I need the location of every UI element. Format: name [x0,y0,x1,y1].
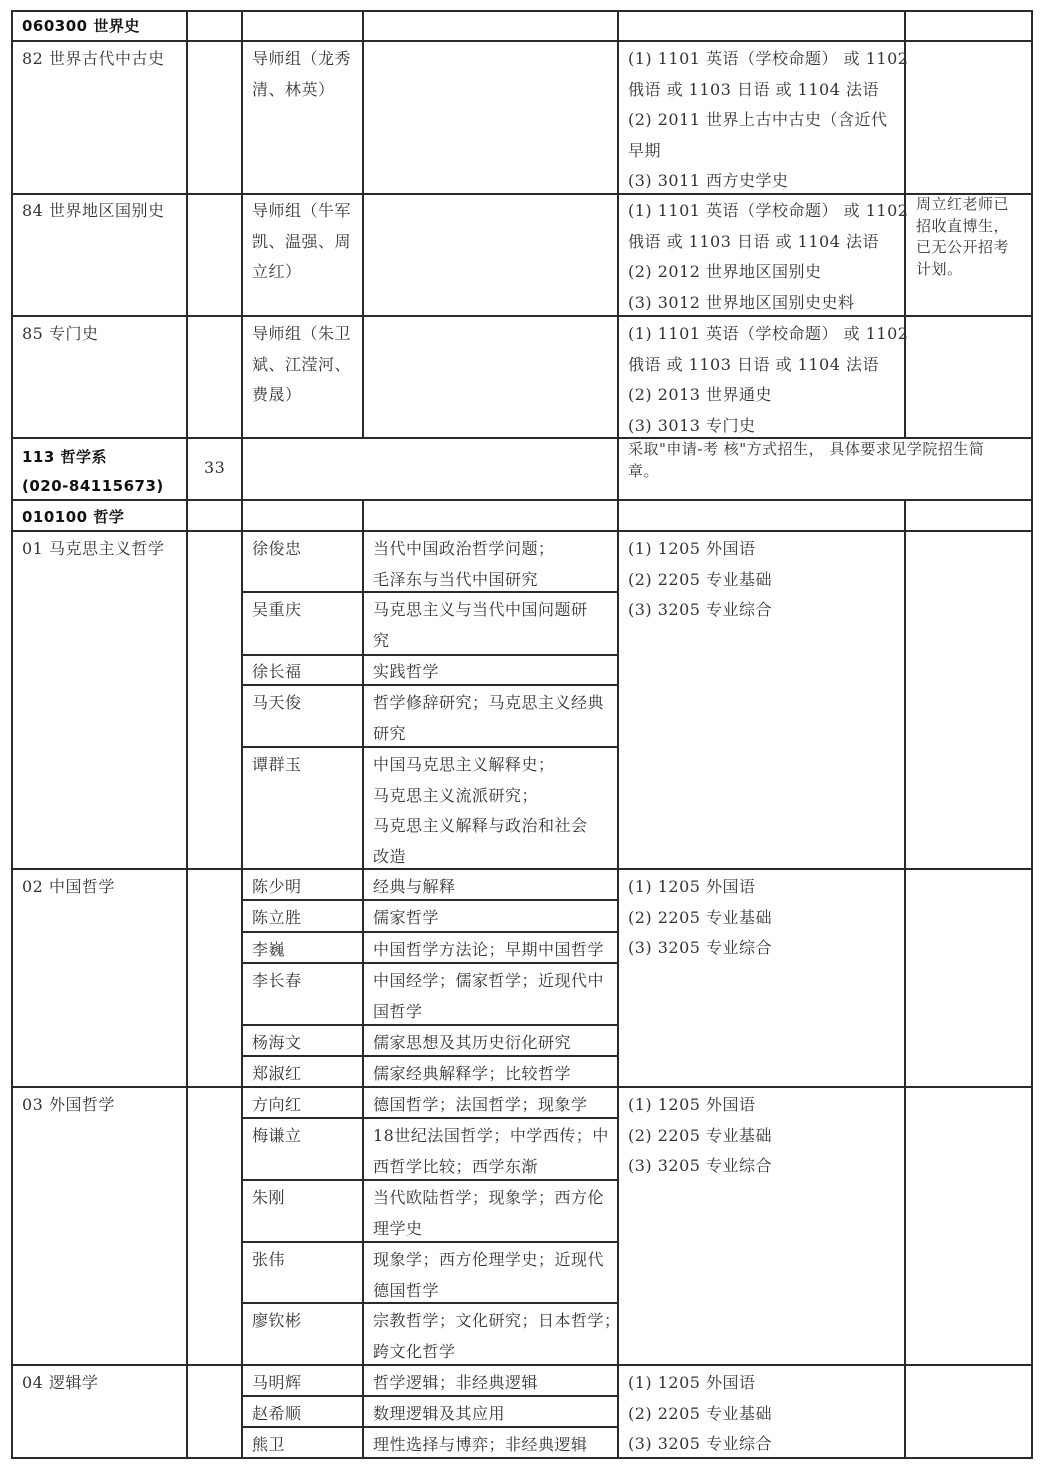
exam-subjects: (1) 1101 英语（学校命题） 或 1102 俄语 或 1103 日语 或 1104 法语 (2) 2012 世界地区国别史 (3) 3012 世界地区国别史史料 [628,201,909,312]
research-direction: 82 世界古代中古史 [22,49,165,68]
supervisor-name: 徐长福 [252,662,302,681]
research-field: 数理逻辑及其应用 [373,1404,506,1423]
table-rule [617,10,619,1458]
research-field: 当代中国政治哲学问题； 毛泽东与当代中国研究 [373,539,555,589]
exam-subjects: (1) 1205 外国语 (2) 2205 专业基础 (3) 3205 专业综合 [628,1373,773,1453]
research-direction: 01 马克思主义哲学 [22,539,165,558]
research-direction: 84 世界地区国别史 [22,201,165,220]
admission-note: 采取"申请-考 核"方式招生， 具体要求见学院招生简 章。 [628,440,985,480]
supervisor-name: 朱刚 [252,1188,286,1207]
table-rule [362,10,364,438]
research-direction: 02 中国哲学 [22,877,115,896]
research-field: 经典与解释 [373,877,456,896]
supervisor-name: 马明辉 [252,1373,302,1392]
supervisor-name: 谭群玉 [252,755,302,774]
research-field: 儒家哲学 [373,908,440,927]
department-name: 113 哲学系 [22,448,108,466]
exam-subjects: (1) 1101 英语（学校命题） 或 1102 俄语 或 1103 日语 或 1104 法语 (2) 2011 世界上古中古史（含近代 早期 (3) 3011 西方史学史 [628,49,909,190]
supervisor-name: 陈少明 [252,877,302,896]
major-code-header: 010100 哲学 [22,508,125,526]
research-field: 理性选择与博弈；非经典逻辑 [373,1435,588,1454]
research-field: 中国马克思主义解释史； 马克思主义流派研究； 马克思主义解释与政治和社会 改造 [373,755,588,866]
department-phone: (020-84115673) [22,477,164,495]
supervisor-name: 李巍 [252,940,286,959]
research-field: 中国经学；儒家哲学；近现代中 国哲学 [373,971,605,1021]
research-field: 儒家思想及其历史衍化研究 [373,1033,572,1052]
supervisor-name: 杨海文 [252,1033,302,1052]
research-field: 哲学修辞研究；马克思主义经典 研究 [373,693,605,743]
research-field: 实践哲学 [373,662,440,681]
supervisor-name: 梅谦立 [252,1126,302,1145]
table-rule [11,499,1033,501]
supervisor-name: 郑淑红 [252,1064,302,1083]
remark: 周立红老师已 招收直博生， 已无公开招考 计划。 [916,195,1010,278]
research-direction: 85 专门史 [22,324,99,343]
supervisor-name: 徐俊忠 [252,539,302,558]
table-rule [904,499,906,1458]
exam-subjects: (1) 1205 外国语 (2) 2205 专业基础 (3) 3205 专业综合 [628,877,773,957]
research-field: 德国哲学；法国哲学；现象学 [373,1095,588,1114]
supervisor-name: 赵希顺 [252,1404,302,1423]
research-field: 儒家经典解释学；比较哲学 [373,1064,572,1083]
research-field: 当代欧陆哲学；现象学；西方伦 理学史 [373,1188,605,1238]
exam-subjects: (1) 1205 外国语 (2) 2205 专业基础 (3) 3205 专业综合 [628,539,773,619]
table-rule [11,530,1033,532]
research-field: 现象学；西方伦理学史；近现代 德国哲学 [373,1250,605,1300]
research-field: 中国哲学方法论；早期中国哲学 [373,940,605,959]
research-field: 马克思主义与当代中国问题研 究 [373,600,588,650]
research-direction: 03 外国哲学 [22,1095,115,1114]
table-rule [11,10,1033,12]
table-rule [11,10,13,1458]
supervisor-name: 陈立胜 [252,908,302,927]
table-rule [11,40,1033,42]
exam-subjects: (1) 1101 英语（学校命题） 或 1102 俄语 或 1103 日语 或 1104 法语 (2) 2013 世界通史 (3) 3013 专门史 [628,324,909,435]
table-rule [1031,10,1033,1458]
table-rule [241,10,243,1458]
supervisor-name: 熊卫 [252,1435,286,1454]
supervisor-group: 导师组（朱卫 斌、江滢河、 费晟） [252,324,352,404]
enrollment-quota: 33 [204,458,226,477]
supervisor-name: 马天俊 [252,693,302,712]
supervisor-name: 廖钦彬 [252,1311,302,1330]
supervisor-name: 张伟 [252,1250,286,1269]
supervisor-name: 李长春 [252,971,302,990]
table-rule [186,10,188,1458]
supervisor-name: 方向红 [252,1095,302,1114]
supervisor-group: 导师组（龙秀 清、林英） [252,49,352,99]
research-field: 18世纪法国哲学；中学西传；中 西哲学比较；西学东渐 [373,1126,609,1176]
exam-subjects: (1) 1205 外国语 (2) 2205 专业基础 (3) 3205 专业综合 [628,1095,773,1175]
table-rule [362,499,364,1458]
research-field: 哲学逻辑；非经典逻辑 [373,1373,539,1392]
supervisor-name: 吴重庆 [252,600,302,619]
supervisor-group: 导师组（牛军 凯、温强、周 立红） [252,201,352,281]
research-direction: 04 逻辑学 [22,1373,99,1392]
research-field: 宗教哲学；文化研究；日本哲学； 跨文化哲学 [373,1311,621,1361]
major-code-header: 060300 世界史 [22,17,140,35]
